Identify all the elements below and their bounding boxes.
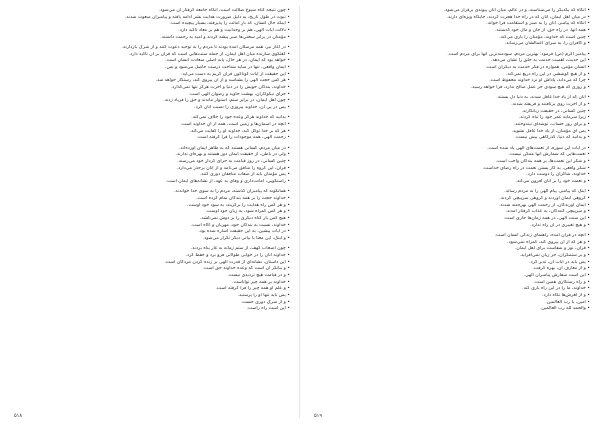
text-line: • و هر کس راه هدایت را برگزیند، به سود خود اوست.	[187, 202, 290, 208]
text-line: • هر که بر خدا توکل کند، خداوند او را کفایت می‌کند.	[189, 128, 290, 134]
text-line: • و راه رستگاری همین است.	[533, 279, 590, 285]
text-line: • آنگاه که یکدیگر را می‌شناسند، و در عالم، میان آنان پیوندی برقرار می‌شود.	[443, 8, 590, 13]
text-line: • پس باید تنها او را پرستید.	[237, 293, 290, 298]
text-line: • ایمان واقعی، تنها در سایه شناخت درست حاصل می‌شود و بس.	[164, 65, 290, 70]
text-line: • و از لغزش‌ها نگاه دارد.	[542, 293, 590, 298]
text-line: • اینک که پیامبر، پیام الهی را به مردم رساند.	[504, 189, 590, 195]
text-line: • چون اهل ایمان، در برابر ستم، استوار ماندند و حق را فریاد زدند.	[163, 98, 290, 104]
text-line: • این حدیث، اهمیت خدمت به خلق را نشان می‌دهد.	[490, 58, 590, 64]
text-line: • و بدانید که دنیا، گذرگاهی بیش نیست.	[514, 135, 590, 141]
text-line: • نبوت در طول تاریخ، به دلیل ضرورت هدایت بشر ادامه یافته و پیامبران مبعوث شدند.	[124, 14, 290, 20]
text-line: • مؤمنان در برابر سختی‌ها صبر پیشه کردند و امید به رحمت داشتند.	[160, 34, 290, 40]
text-line: • و هر کس گمراه شود، به زیان خود اوست.	[205, 209, 290, 215]
text-line: • قرآن، این گروه را منافق می‌نامد و از آنان برحذر می‌دارد.	[176, 165, 290, 171]
text-line: • همانگونه که پیامبران گذشته، مردم را به سوی خدا خواندند.	[173, 189, 290, 195]
text-line: • و بر ستمگران، جز زیان نمی‌افزاید.	[519, 252, 590, 258]
right-page	[304, 0, 596, 424]
text-line: • این است سفارش پیامبران الهی.	[523, 272, 590, 278]
text-line: • و از هیچ کوششی در این راه دریغ نمی‌کند.	[505, 71, 590, 77]
text-line: • خداوند، نسبت به بندگان خود، مهربان و آگاه است.	[190, 222, 290, 228]
text-line: • چون نتیجه گناه شیوعِ ضلالت است، آنگاه جامعه گرفتار آن می‌شود.	[158, 8, 290, 13]
text-line: • راستگویی، امانت‌داری و وفای به عهد، از نشانه‌های ایمان است.	[165, 179, 290, 184]
text-line: • آنگاه که پیامبر، آنان را به صبر و استقامت فرا خواند.	[486, 21, 590, 27]
text-line: • خداوند حجت را بر همه بندگان تمام کرده است.	[196, 195, 290, 201]
text-line: • و برای روز حساب، توشه‌ای نیندوختند.	[513, 122, 590, 127]
text-line: • چرا که می‌داند، پاداش او نزد خداوند محفوظ است.	[489, 78, 590, 84]
text-line: • و اینک، این معنا با بیانی دیگر تکرار می‌شود.	[202, 236, 290, 241]
left-page	[4, 0, 296, 424]
text-line: • پس در پی آن، خداوند پیروزی را نصیب آنان کرد.	[194, 105, 290, 111]
text-line: • ایمان آورندگان، از رحمت الهی بهره‌مند شدند.	[498, 202, 590, 208]
text-line: • و بیانگر آن است که وعده خداوند حق است.	[202, 266, 290, 272]
text-line: • پس ای مؤمنان، از یاد خدا غافل نشوید.	[511, 128, 590, 134]
text-line: • این سنت الهی، در همه زمان‌ها جاری است.	[503, 215, 590, 221]
text-line: • هیچ کس بار گناه دیگری را بر دوش نمی‌کشد.	[199, 215, 290, 221]
text-line: • و در قیامت هیچ تردیدی نیست.	[227, 272, 290, 278]
text-line: • خداوند، شاکران را دوست دارد.	[526, 172, 590, 178]
text-line: • قرآن، نور و شفاست برای اهل ایمان.	[514, 246, 590, 252]
text-line: • خداوند آنان را در خوابی طولانی فرو برد و حفظ کرد.	[185, 252, 290, 258]
text-line: • نعمت‌هایی که شمارش آنها ممکن نیست.	[508, 152, 590, 158]
text-line: • آمین، یا رب العالمین.	[545, 299, 590, 305]
text-line: • این داستان، نشانه‌ای از قدرت الهی بر زنده کردن مردگان است.	[164, 259, 290, 265]
text-line: • جزای نیکوکاران، بهشت جاوید و رضوان الهی است.	[188, 91, 290, 97]
text-line: • خداوند، بندگان خویش را در دنیا و آخرت هرگز تنها نمی‌گذارد.	[170, 85, 290, 91]
right-page-text	[310, 8, 590, 313]
text-line: • والحمد لله رب العالمین.	[539, 306, 590, 312]
text-line: • و هیچ تغییری در آن راه ندارد.	[530, 222, 590, 228]
text-line: • همه آنها، در راه حق، از جان و مال خود گذشتند.	[494, 28, 590, 34]
text-line: • در آیات پیشین، به این حقیقت اشاره شده بود.	[198, 229, 290, 235]
text-line: • خداوند بر همه چیز تواناست.	[232, 279, 290, 285]
right-page-number: ۵۱۹	[314, 413, 323, 419]
text-line: • انسان مؤمن، همواره در فکر خدمت به دیگران است.	[485, 65, 590, 70]
text-line: • و کافران را، به سزای اعمالشان می‌رساند.	[504, 41, 590, 47]
text-line: • شکر واقعی، به کار بستن نعمت در راه رضای خداست.	[482, 165, 590, 171]
text-line: • چنین کسانی، در حقیقت زیانکارند.	[521, 108, 590, 114]
text-line: • و نعمت خود را بر آنان افزون می‌کند.	[515, 179, 590, 184]
book-gutter	[299, 6, 300, 418]
text-line: • خواهد بود که ایمان، در هر حال، پایه اصلی سعادت انسان است.	[165, 58, 290, 64]
text-line: • و هر که از آن پیروی کند، گمراه نمی‌شود.	[507, 239, 590, 245]
text-line: • گروهی ایمان آوردند و گروهی سرپیچی کردند.	[499, 195, 590, 201]
text-line: • در آیات این سوره، از نعمت‌های الهی یاد شده است.	[487, 145, 590, 151]
text-line: • پس مؤمنان باید از صفات منافقان دوری کنند.	[199, 172, 290, 178]
text-line: • هر کس حجت الهی را بشناسد و از آن پیروی کند، رستگار خواهد شد.	[155, 78, 290, 84]
text-line: • این حقیقت از آیات گوناگون قرآن کریم به دست می‌آید.	[181, 71, 290, 77]
text-line: • چنین است که خداوند، مؤمنان را یاری می‌کند.	[499, 34, 590, 40]
text-line: • آنان که از یاد خدا غافل شدند، به دنیا دل بستند.	[496, 95, 590, 101]
text-line: • پس باید در آیات آن، تدبر کرد.	[529, 259, 590, 265]
text-line: • رحمت الهی، همه موجودات را فرا گرفته است.	[196, 135, 290, 141]
text-line: • چون اصحاب کهف، از ستم زمانه به غار پناه بردند.	[190, 246, 290, 252]
text-line: • و روزی که هیچ سودی جز عمل صالح ندارد، فرا خواهد رسید.	[470, 85, 590, 91]
text-line: • و از معارف آن، بهره گرفت.	[532, 266, 590, 272]
text-line: • و علم او همه چیز را فرا گرفته است.	[215, 286, 290, 292]
text-line: • خداوند، ما را در این راه یاری کند.	[522, 286, 590, 292]
left-page-number: ۵۱۸	[14, 413, 23, 419]
text-line: • گفتگوی سازنده میان اهل ایمان، از جمله سنت‌هایی است که قرآن بر آن تأکید دارد.	[128, 51, 290, 57]
text-line: • و شکر این نعمت‌ها، بر همه بندگان واجب است.	[495, 158, 590, 164]
left-page-text	[10, 8, 290, 313]
text-line: • اینکه حال انسان، که بارِ امانت را پذیرفته، بسیار پیچیده است.	[169, 21, 290, 27]
text-line: • چنین کسانی، در روز قیامت به جزای کردار خود می‌رسند.	[177, 158, 290, 164]
text-line: • ولی در باطن، از حقیقت ایمان دور هستند و بهره‌ای ندارند.	[175, 152, 290, 158]
text-line: • در میان مردم، کسانی هستند که به ظاهر ایمان آورده‌اند.	[178, 145, 290, 151]
text-line: • پیامبر اکرم (ص) فرمود: بهترین مردم، سودمندترین آنها برای مردم است.	[447, 51, 590, 57]
text-line: • بدانید که خداوند هرگز وعده خود را خلاف نمی‌کند.	[191, 115, 290, 121]
text-line: • زیرا سرمایه عمر خود را تباه کردند.	[518, 115, 590, 121]
text-line: • و از آخرت روی برتافتند و فریفته شدند.	[511, 101, 590, 107]
text-line: • آنچه در آسمان‌ها و زمین است، همه از آنِ خداوند است.	[180, 122, 290, 127]
text-line: • آنچه در قرآن آمده، راهنمای زندگی انسان است.	[494, 232, 590, 238]
text-line: • در میان اهل ایمان، آنان که در راه خدا هجرت کردند، جایگاه ویژه‌ای دارند.	[446, 14, 590, 20]
text-line: • و از شرک دوری جست.	[240, 299, 290, 305]
text-line: • این است راه راست.	[246, 306, 290, 312]
text-line: • و سرپیچی کنندگان، به عذاب گرفتار آمدند.	[505, 209, 590, 215]
text-line: • در آغاز نیز، همه مرسلان آمده بودند تا مردم را به توحید دعوت کنند و از شرک بازدارند.	[121, 44, 290, 50]
text-line: • دلالت آیات الهی، هم بر وحدانیت و هم بر معاد تأکید دارد.	[178, 28, 290, 34]
